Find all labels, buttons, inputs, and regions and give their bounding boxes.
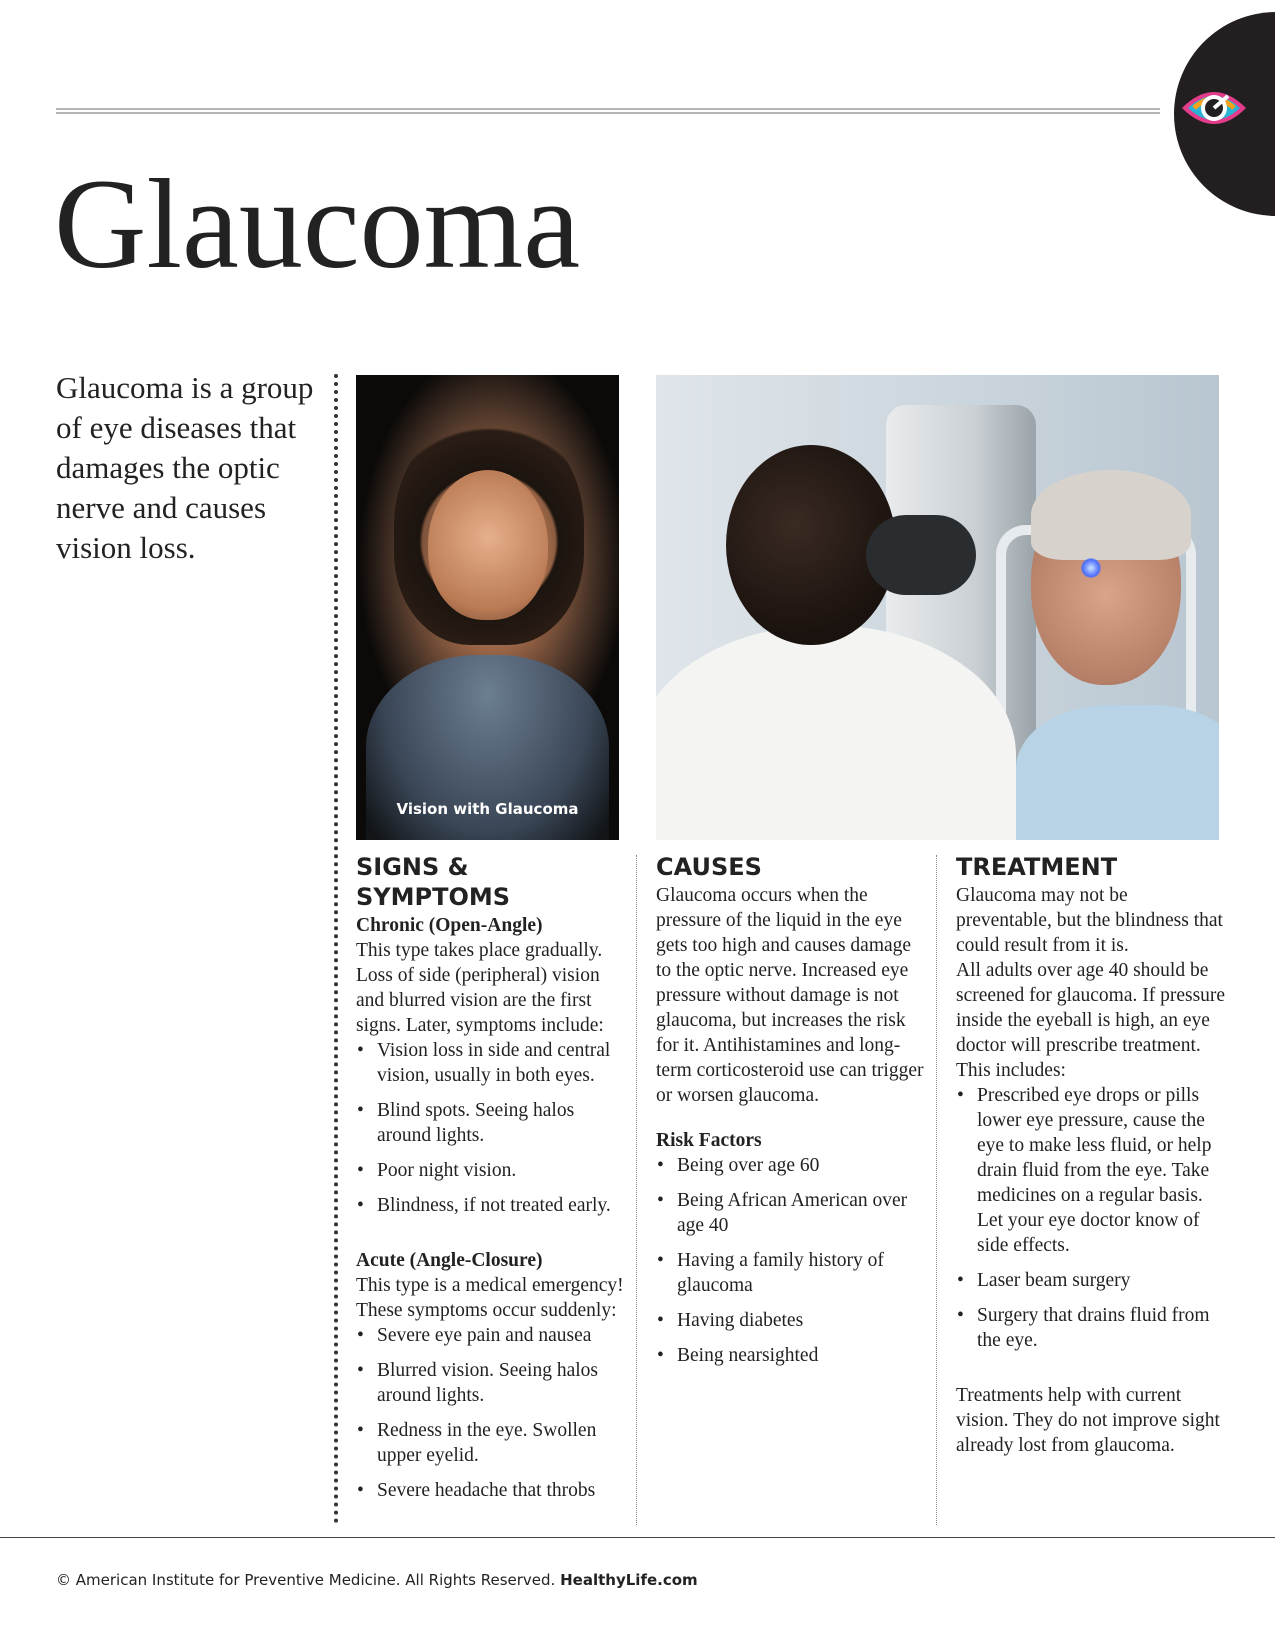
footer-rule	[0, 1537, 1275, 1538]
causes-heading: CAUSES	[656, 853, 762, 881]
treatment-text: All adults over age 40 should be screened for glaucoma. If pressure inside the eyeball is high, an eye doctor will prescribe treatment. This includes:	[956, 960, 1226, 1081]
website-link[interactable]: HealthyLife.com	[560, 1571, 698, 1589]
risk-factors-heading: Risk Factors	[656, 1130, 762, 1151]
chronic-list	[356, 1038, 626, 1218]
acute-list	[356, 1323, 626, 1503]
causes-column	[656, 852, 924, 1378]
acute-heading: Acute (Angle-Closure)	[356, 1250, 543, 1271]
treatment-list	[956, 1083, 1226, 1353]
signs-heading: SIGNS & SYMPTOMS	[356, 853, 511, 911]
list-item: • Redness in the eye. Swollen upper eyelid.	[356, 1418, 626, 1468]
treatment-heading: TREATMENT	[956, 853, 1118, 881]
risk-factors-list	[656, 1153, 924, 1368]
header-rule	[56, 108, 1160, 114]
treatment-column	[956, 852, 1226, 1458]
list-item: • Being nearsighted	[656, 1343, 924, 1368]
list-item: • Blurred vision. Seeing halos around lights.	[356, 1358, 626, 1408]
list-item: • Poor night vision.	[356, 1158, 626, 1183]
eye-exam-photo	[656, 375, 1219, 840]
chronic-heading: Chronic (Open-Angle)	[356, 915, 543, 936]
treatment-closing: Treatments help with current vision. They do not improve sight already lost from glaucoma.	[956, 1385, 1220, 1456]
list-item: • Severe eye pain and nausea	[356, 1323, 626, 1348]
copyright-text: © American Institute for Preventive Medicine. All Rights Reserved.	[56, 1571, 556, 1589]
column-divider	[334, 374, 338, 1524]
girl-photo	[356, 375, 619, 840]
treatment-text: Glaucoma may not be preventable, but the blindness that could result from it is.	[956, 885, 1223, 956]
list-item: • Laser beam surgery	[956, 1268, 1226, 1293]
acute-text: This type is a medical emergency! These symptoms occur suddenly:	[356, 1275, 624, 1321]
list-item: • Surgery that drains fluid from the eye.	[956, 1303, 1226, 1353]
list-item: • Having a family history of glaucoma	[656, 1248, 924, 1298]
list-item: • Vision loss in side and central vision, usually in both eyes.	[356, 1038, 626, 1088]
list-item: • Having diabetes	[656, 1308, 924, 1333]
column-divider	[636, 855, 637, 1525]
eye-logo-icon	[1178, 80, 1250, 136]
list-item: • Being over age 60	[656, 1153, 924, 1178]
column-divider	[936, 855, 937, 1525]
photo-caption: Vision with Glaucoma	[396, 800, 579, 818]
list-item: • Blind spots. Seeing halos around lights.	[356, 1098, 626, 1148]
chronic-text: This type takes place gradually. Loss of side (peripheral) vision and blurred vision are the first signs. Later, symptoms include:	[356, 940, 604, 1036]
list-item: • Severe headache that throbs	[356, 1478, 626, 1503]
list-item: • Being African American over age 40	[656, 1188, 924, 1238]
page-title: Glaucoma	[54, 153, 580, 295]
footer	[56, 1571, 698, 1589]
intro-text: Glaucoma is a group of eye diseases that damages the optic nerve and causes vision loss.	[56, 370, 314, 565]
list-item: • Blindness, if not treated early.	[356, 1193, 626, 1218]
signs-symptoms-column	[356, 852, 626, 1513]
causes-text: Glaucoma occurs when the pressure of the liquid in the eye gets too high and causes damage to the optic nerve. Increased eye pressure without damage is not glaucoma, but increases the risk for it. Antihistamines and long-term corticosteroid use can trigger or worsen glaucoma.	[656, 885, 924, 1106]
list-item: • Prescribed eye drops or pills lower eye pressure, cause the eye to make less fluid, or help drain fluid from the eye. Take medicines on a regular basis. Let your eye doctor know of side effects.	[956, 1083, 1226, 1258]
